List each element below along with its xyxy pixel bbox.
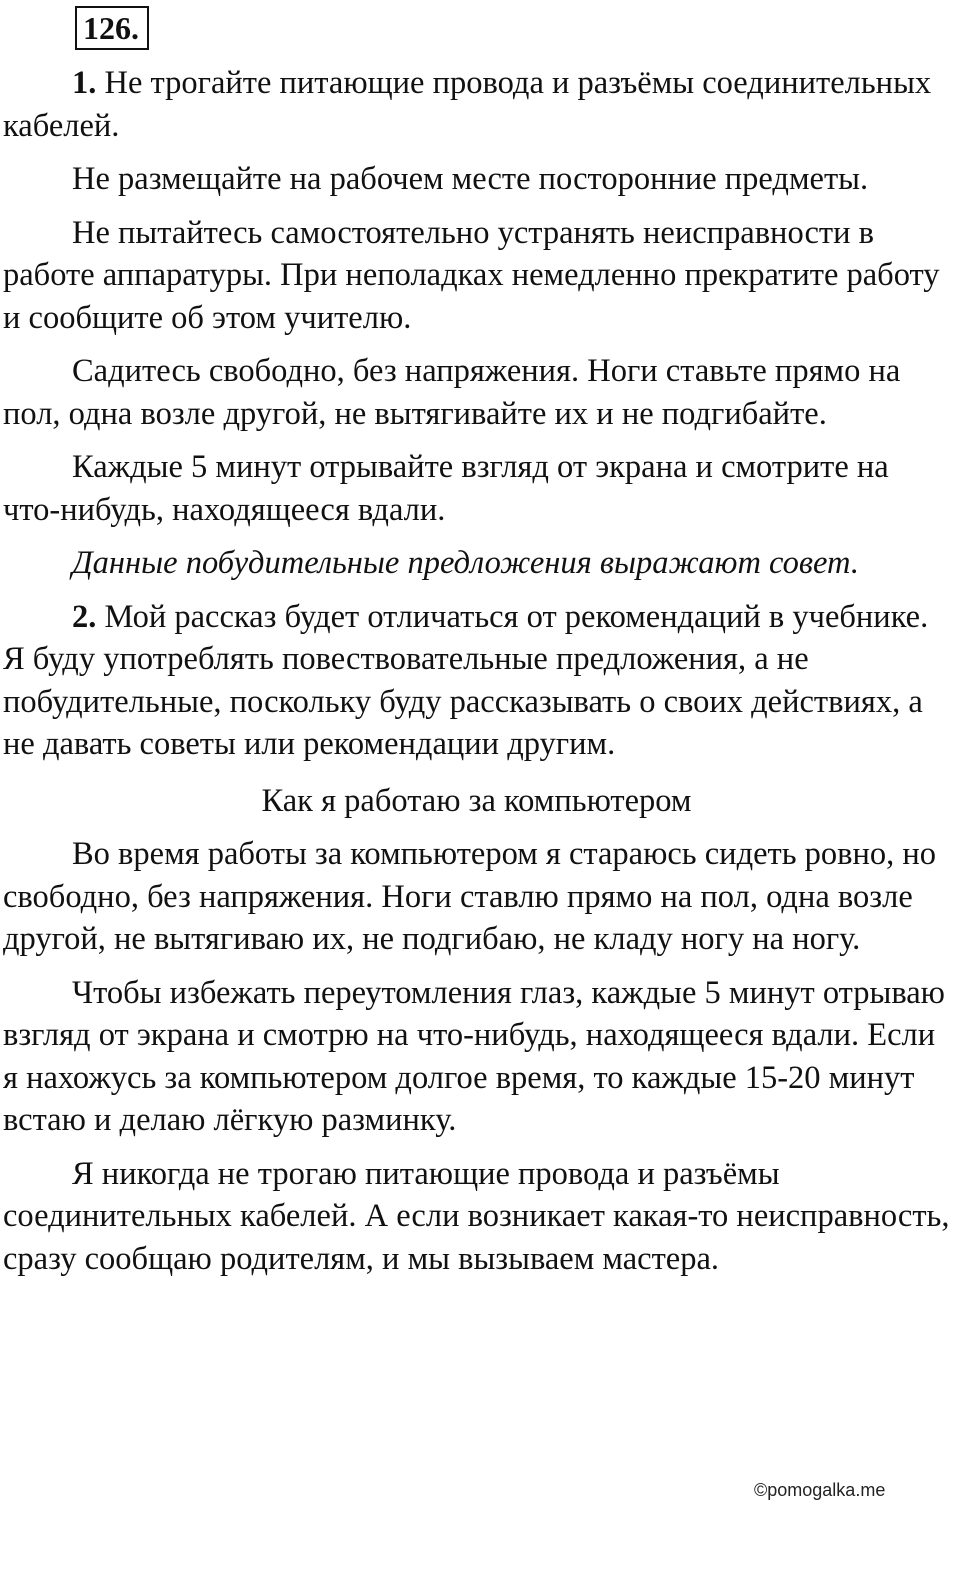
part1-paragraph-1-text: Не трогайте питающие провода и разъёмы соединительных кабелей. bbox=[3, 65, 932, 144]
part2-intro-text: Мой рассказ будет отличаться от рекомендаций в учебнике. Я буду употреблять повествовательные предложения, а не побудительные, поскольку буду рассказывать о своих действиях, а не давать советы или рекомендации другим. bbox=[3, 598, 929, 762]
part1-label: 1. bbox=[72, 65, 97, 101]
part1-paragraph-1 bbox=[3, 62, 950, 147]
part1-conclusion: Данные побудительные предложения выражают совет. bbox=[72, 545, 860, 581]
part2-intro bbox=[3, 596, 950, 766]
story-paragraph-2: Чтобы избежать переутомления глаз, каждые 5 минут отрываю взгляд от экрана и смотрю на что-нибудь, находящееся вдали. Если я нахожусь за компьютером долгое время, то каждые 15-20 минут встаю и делаю лёгкую разминку. bbox=[3, 974, 945, 1138]
story-title: Как я работаю за компьютером bbox=[261, 782, 692, 819]
task-number-box: 126. bbox=[75, 6, 149, 50]
part1-paragraph-2: Не размещайте на рабочем месте посторонние предметы. bbox=[72, 161, 869, 197]
part1-paragraph-3: Не пытайтесь самостоятельно устранять неисправности в работе аппаратуры. При неполадках немедленно прекратите работу и сообщите об этом учителю. bbox=[3, 214, 940, 336]
part1-paragraph-5: Каждые 5 минут отрывайте взгляд от экрана и смотрите на что-нибудь, находящееся вдали. bbox=[3, 449, 889, 528]
part2-label: 2. bbox=[72, 598, 97, 635]
watermark: ©pomogalka.me bbox=[754, 1480, 886, 1500]
story-paragraph-3: Я никогда не трогаю питающие провода и разъёмы соединительных кабелей. А если возникает какая-то неисправность, сразу сообщаю родителям, и мы вызываем мастера. bbox=[3, 1155, 950, 1277]
part1-paragraph-4: Садитесь свободно, без напряжения. Ноги ставьте прямо на пол, одна возле другой, не вытягивайте их и не подгибайте. bbox=[3, 353, 901, 432]
story-paragraph-1: Во время работы за компьютером я стараюсь сидеть ровно, но свободно, без напряжения. Ноги ставлю прямо на пол, одна возле другой, не вытягиваю их, не подгибаю, не кладу ногу на ногу. bbox=[3, 836, 937, 957]
